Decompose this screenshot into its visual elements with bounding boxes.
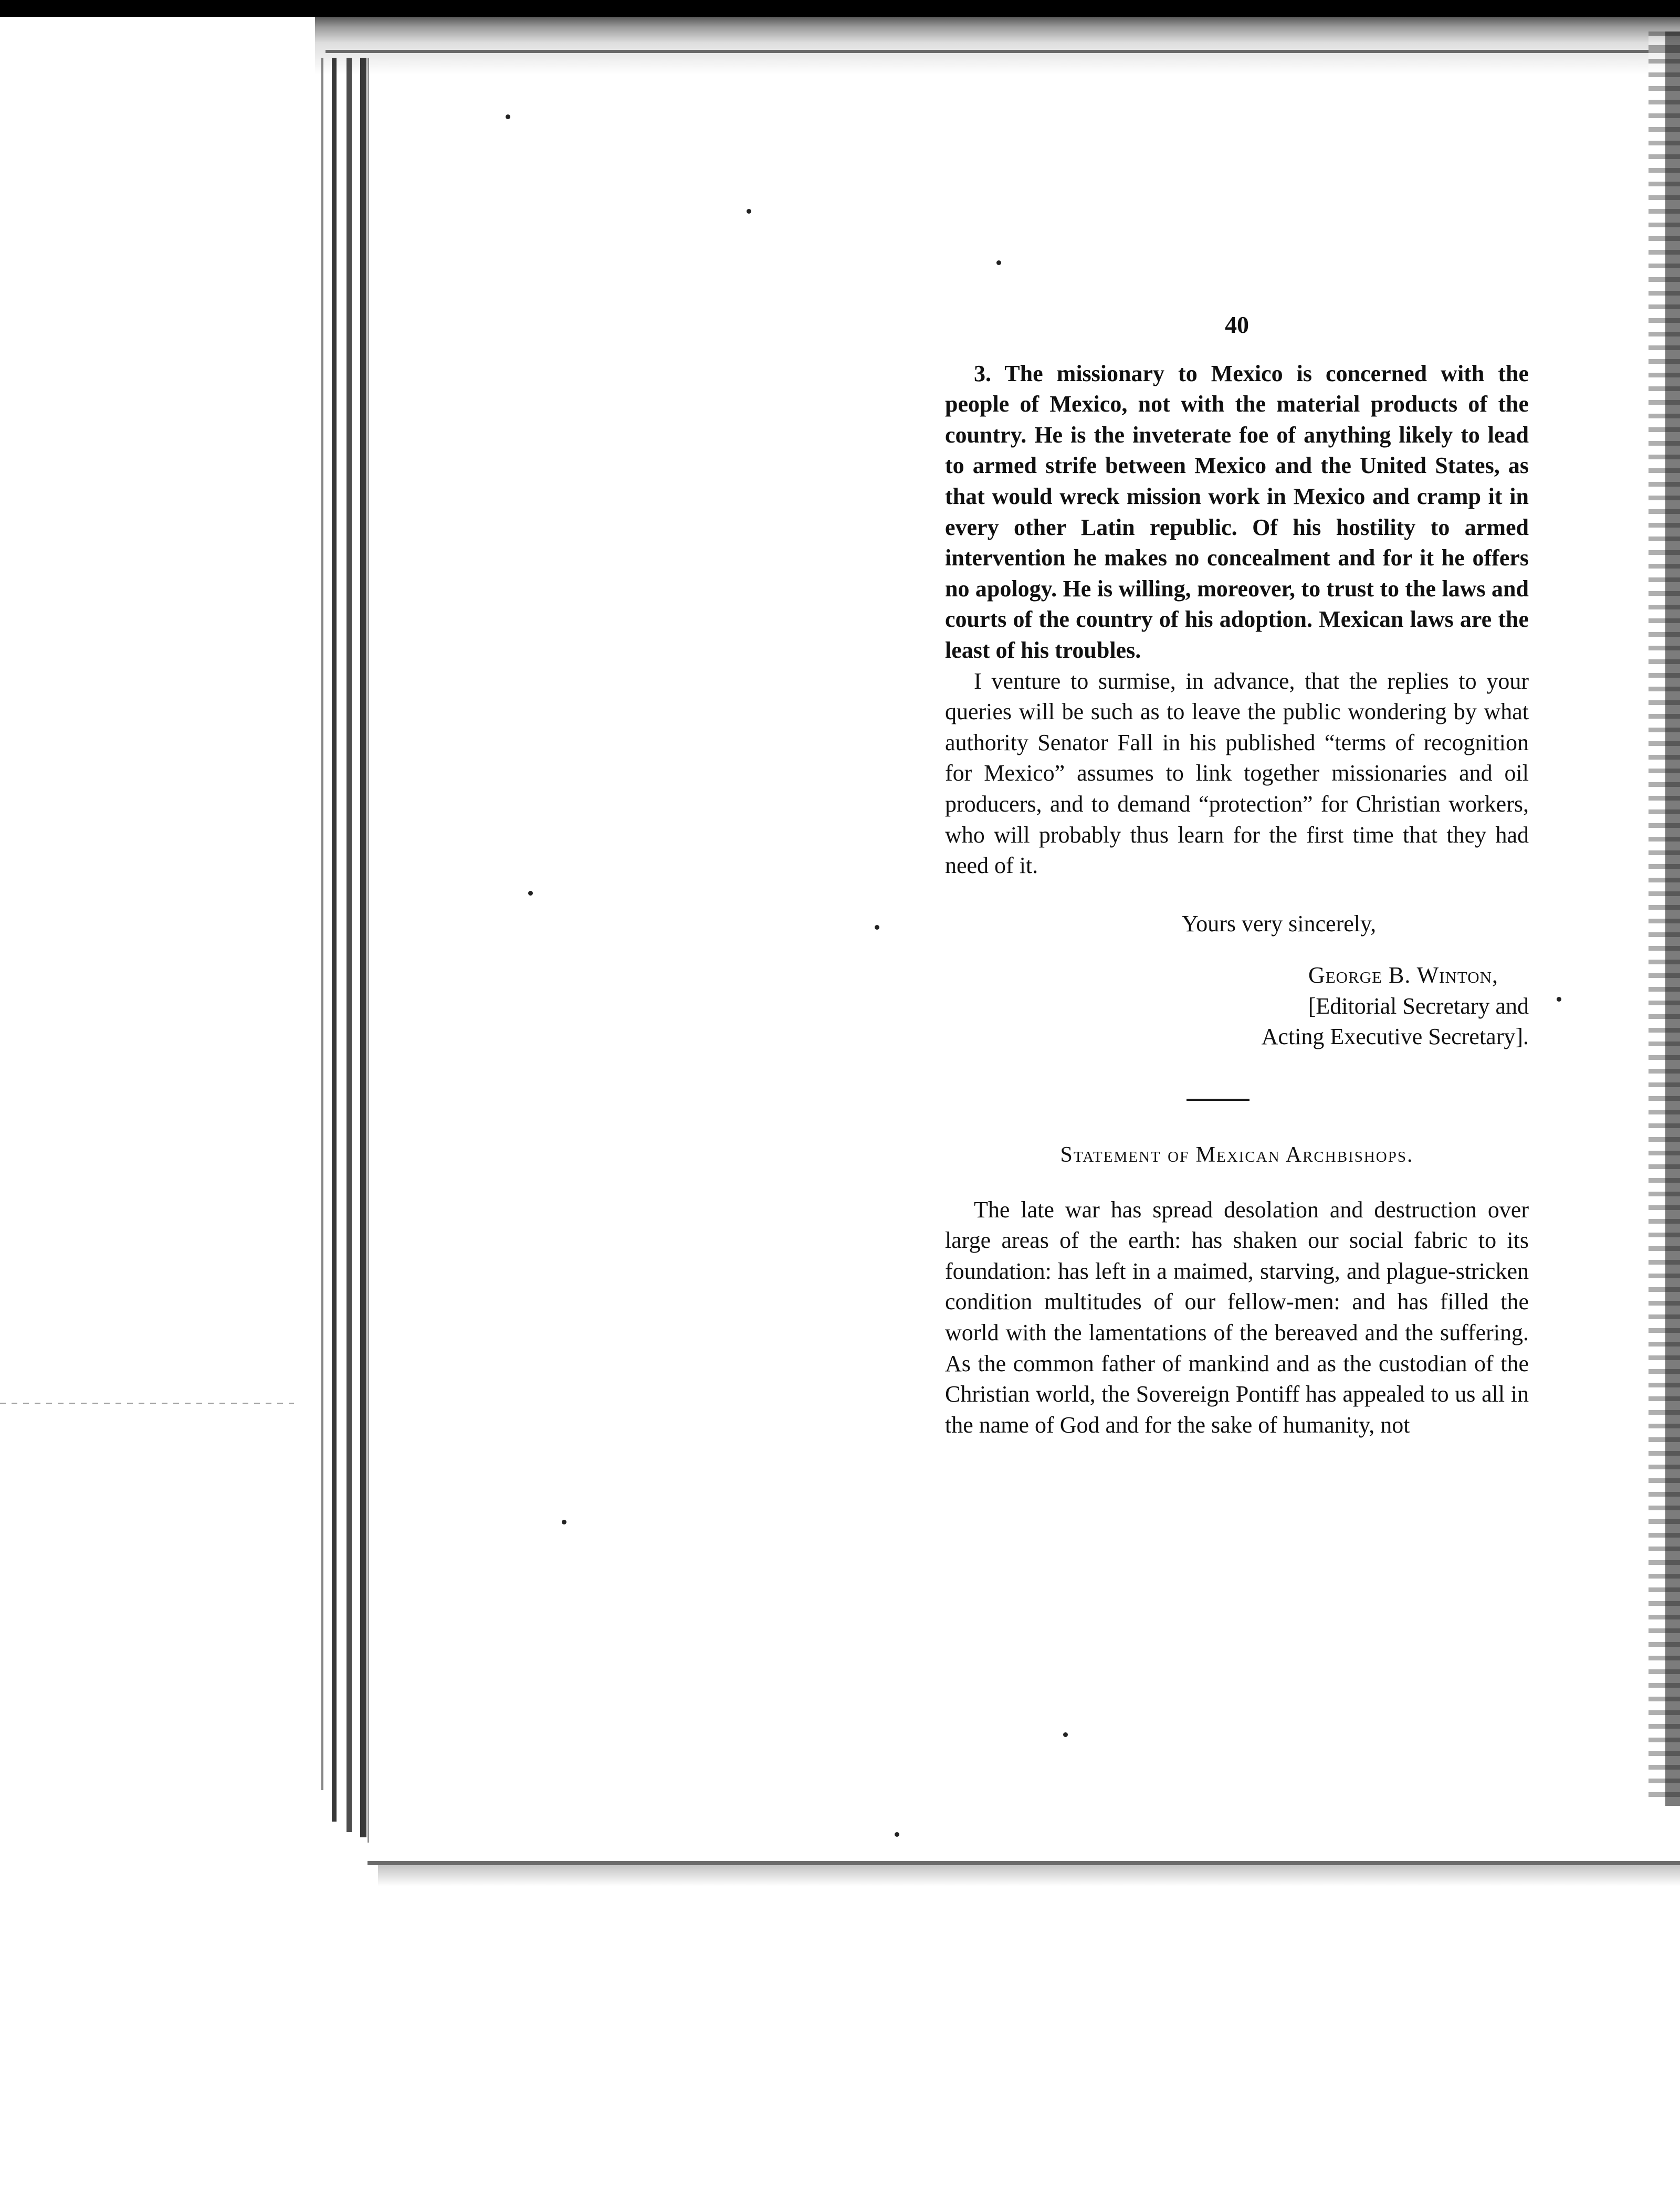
book-spine-line [332, 58, 337, 1822]
scan-speck [996, 260, 1001, 265]
scan-speck [1063, 1732, 1068, 1737]
scan-speck [747, 209, 751, 214]
signature-title: Acting Executive Secretary]. [1261, 1024, 1529, 1050]
closing-salutation: Yours very sincerely, [1181, 910, 1377, 937]
scan-speck [875, 925, 879, 930]
book-spine-line [360, 58, 366, 1837]
scan-speck [506, 114, 510, 119]
body-paragraph: The late war has spread desolation and destruction over large areas of the earth: has shaken our social fabric to its foundation: has left in a maimed, starving, and plague-stricken condition multitudes of our fellow-men: and has filled the world with the lamentations of the bereaved and the suffering. As the common father of mankind and as the custodian of the Christian world, the Sovereign Pontiff has appealed to us all in the name of God and for the sake of humanity, not [945, 1196, 1529, 1438]
book-spine-line [368, 58, 369, 1843]
section-divider [1186, 1099, 1250, 1101]
section-heading: Statement of Mexican Archbishops. [1060, 1143, 1414, 1167]
scan-dashed-line [0, 1403, 294, 1404]
page-top-edge [315, 17, 1680, 75]
page-right-edge-shadow [1665, 31, 1680, 1806]
page-top-edge-line [326, 50, 1680, 53]
signature-block [945, 960, 1529, 1053]
book-spine-line [346, 58, 352, 1832]
scan-speck [562, 1520, 566, 1524]
body-paragraph: 3. The missionary to Mexico is concerned with the people of Mexico, not with the material products of the country. He is the inveterate foe of anything likely to lead to armed strife between Mexico and the United States, as that would wreck mission work in Mexico and cramp it in every other Latin republic. Of his hostility to armed intervention he makes no concealment and for it he offers no apology. He is willing, moreover, to trust to the laws and courts of the country of his adoption. Mexican laws are the least of his troubles. [945, 360, 1529, 663]
scan-top-border [0, 0, 1680, 17]
page-number: 40 [1225, 311, 1249, 338]
page-text-column [945, 310, 1529, 1440]
page-bottom-edge [378, 1865, 1680, 1886]
scan-speck [895, 1832, 899, 1837]
body-paragraph: I venture to surmise, in advance, that the replies to your queries will be such as to leave the public wondering by what authority Senator Fall in his published “terms of recognition for Mexico” assumes to link together missionaries and oil producers, and to demand “protection” for Christian workers, who will probably thus learn for the first time that they had need of it. [945, 668, 1529, 879]
signature-name: George B. Winton, [1308, 962, 1498, 988]
page-bottom-edge-line [368, 1861, 1680, 1865]
book-spine-line [321, 58, 323, 1790]
signature-title: [Editorial Secretary and [1308, 993, 1529, 1019]
scan-speck [528, 891, 533, 896]
scan-speck [1557, 997, 1561, 1002]
